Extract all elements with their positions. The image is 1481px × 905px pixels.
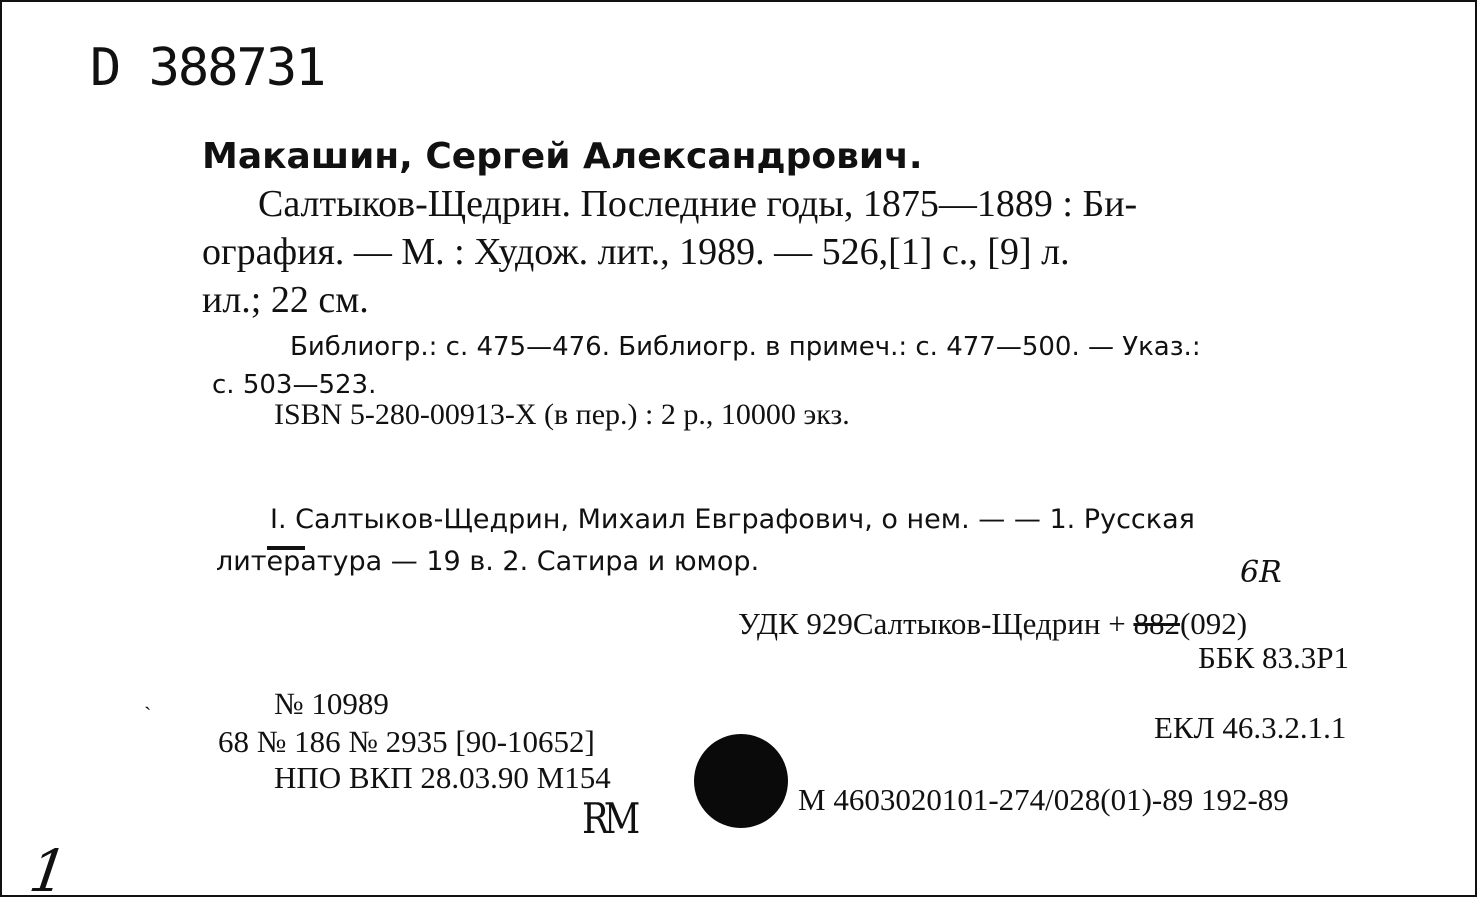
catalog-code-line: М 4603020101-274/028(01)-89 192-89 — [798, 782, 1289, 817]
tick-mark: ˋ — [144, 702, 152, 727]
title-line-2: ография. — М. : Худож. лит., 1989. — 526,[1] с., [9] л. — [202, 231, 1070, 273]
title-line-3: ил.; 22 см. — [202, 279, 369, 321]
tracing-subject-1: Салтыков-Щедрин, Михаил Евграфович, о нем. — — 1. Русская — [286, 504, 1195, 535]
print-info-line-1: № 10989 — [274, 686, 389, 721]
ekl-line: ЕКЛ 46.3.2.1.1 — [1154, 710, 1347, 745]
corner-handwritten-mark: 1 — [25, 837, 72, 905]
udk-suffix: (092) — [1179, 606, 1248, 641]
print-info-line-3: НПО ВКП 28.03.90 М154 — [274, 760, 611, 795]
udk-line — [738, 606, 1247, 642]
bibliography-note-line-2: с. 503—523. — [212, 370, 377, 400]
rm-stamp: RM — [582, 794, 636, 843]
handwritten-note: 6R — [1240, 555, 1282, 590]
author-heading: Макашин, Сергей Александрович. — [202, 136, 923, 177]
tracing-roman-numeral: I. — [270, 504, 287, 535]
bibliography-note-line-1: Библиогр.: с. 475—476. Библиогр. в примеч.: с. 477—500. — Указ.: — [290, 332, 1201, 362]
udk-struck-code: 882 — [1133, 606, 1180, 641]
bbk-line: ББК 83.3Р1 — [1198, 640, 1350, 675]
tracing-line-1 — [270, 504, 1195, 535]
isbn-line: ISBN 5-280-00913-X (в пер.) : 2 р., 10000 экз. — [274, 398, 850, 431]
print-info-line-2: 68 № 186 № 2935 [90-10652] — [218, 724, 595, 759]
call-number: D 388731 — [90, 38, 325, 98]
tracing-line-2: литература — 19 в. 2. Сатира и юмор. — [216, 546, 760, 577]
udk-prefix: УДК 929Салтыков-Щедрин + — [738, 606, 1134, 641]
title-line-1: Салтыков-Щедрин. Последние годы, 1875—1889 : Би- — [258, 183, 1138, 225]
ink-blot — [694, 734, 788, 828]
